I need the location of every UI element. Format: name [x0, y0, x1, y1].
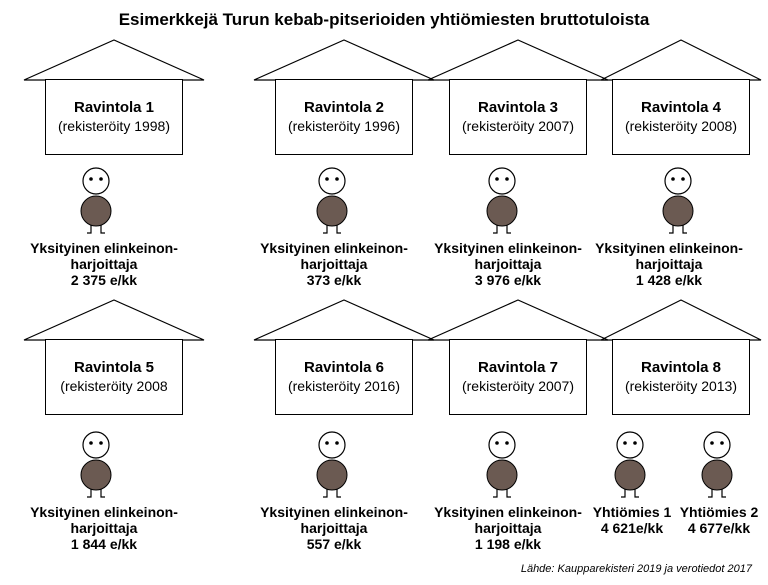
registration-year: (rekisteröity 2013): [624, 378, 738, 394]
owner-label: [239, 504, 429, 552]
owner-income: 3 976 e/kk: [474, 272, 542, 288]
owner-type-line1: Yksityinen elinkeinon-: [434, 240, 582, 256]
house-box: [45, 339, 183, 415]
owner-income: 557 e/kk: [306, 536, 362, 552]
owner-type-line1: Yksityinen elinkeinon-: [30, 240, 178, 256]
restaurant-4: [596, 37, 768, 307]
person-icon: [612, 431, 648, 499]
owner-type-line2: harjoittaja: [474, 520, 542, 536]
person-icon: [314, 167, 350, 235]
owner-income: 4 621e/kk: [600, 520, 664, 536]
owner-label: [413, 504, 603, 552]
owner-type-line1: Yksityinen elinkeinon-: [30, 504, 178, 520]
owner-type-line2: harjoittaja: [300, 520, 368, 536]
house-box: [45, 79, 183, 155]
restaurant-name: Ravintola 7: [477, 359, 559, 376]
restaurant-6: [249, 297, 439, 567]
owner-type-line1: Yhtiömies 1: [592, 504, 672, 520]
person-icon: [78, 167, 114, 235]
restaurant-name: Ravintola 3: [477, 99, 559, 116]
owner-type-line1: Yksityinen elinkeinon-: [260, 504, 408, 520]
restaurant-1: [19, 37, 209, 307]
restaurant-name: Ravintola 5: [73, 359, 155, 376]
registration-year: (rekisteröity 1996): [287, 118, 401, 134]
registration-year: (rekisteröity 2008: [60, 378, 168, 394]
restaurant-7: [423, 297, 613, 567]
owner-income: 1 198 e/kk: [474, 536, 542, 552]
owner-label: [583, 240, 755, 288]
owner-type-line2: harjoittaja: [474, 256, 542, 272]
registration-year: (rekisteröity 2016): [287, 378, 401, 394]
person-icon: [484, 167, 520, 235]
owner-income: 2 375 e/kk: [70, 272, 138, 288]
owner-label: [413, 240, 603, 288]
registration-year: (rekisteröity 1998): [57, 118, 171, 134]
owner-type-line1: Yhtiömies 2: [679, 504, 759, 520]
owner-label: [9, 504, 199, 552]
owner-type-line1: Yksityinen elinkeinon-: [434, 504, 582, 520]
owner-income: 1 428 e/kk: [635, 272, 703, 288]
restaurant-8: [592, 297, 768, 567]
restaurant-5: [19, 297, 209, 567]
owner-income: 4 677e/kk: [687, 520, 751, 536]
owner-label: [9, 240, 199, 288]
restaurant-name: Ravintola 6: [303, 359, 385, 376]
owner-type-line2: harjoittaja: [70, 520, 138, 536]
house-box: [275, 339, 413, 415]
owner-label: [590, 504, 674, 536]
person-icon: [314, 431, 350, 499]
house-box: [449, 339, 587, 415]
owner-type-line1: Yksityinen elinkeinon-: [595, 240, 743, 256]
owner-income: 373 e/kk: [306, 272, 362, 288]
person-icon: [484, 431, 520, 499]
registration-year: (rekisteröity 2007): [461, 118, 575, 134]
house-box: [612, 339, 750, 415]
page-title: Esimerkkejä Turun kebab-pitserioiden yhtiömiesten bruttotuloista: [118, 10, 650, 29]
owner-type-line2: harjoittaja: [300, 256, 368, 272]
owner-type-line2: harjoittaja: [70, 256, 138, 272]
restaurant-2: [249, 37, 439, 307]
registration-year: (rekisteröity 2008): [624, 118, 738, 134]
house-box: [612, 79, 750, 155]
restaurant-name: Ravintola 4: [640, 99, 722, 116]
owner-type-line2: harjoittaja: [635, 256, 703, 272]
owner-type-line1: Yksityinen elinkeinon-: [260, 240, 408, 256]
restaurant-name: Ravintola 2: [303, 99, 385, 116]
house-box: [275, 79, 413, 155]
owner-label: [239, 240, 429, 288]
registration-year: (rekisteröity 2007): [461, 378, 575, 394]
house-box: [449, 79, 587, 155]
person-icon: [699, 431, 735, 499]
restaurant-name: Ravintola 1: [73, 99, 155, 116]
owner-label: [676, 504, 762, 536]
person-icon: [78, 431, 114, 499]
restaurant-name: Ravintola 8: [640, 359, 722, 376]
person-icon: [660, 167, 696, 235]
owner-income: 1 844 e/kk: [70, 536, 138, 552]
source-note: Lähde: Kaupparekisteri 2019 ja verotiedot 2017: [520, 563, 752, 575]
